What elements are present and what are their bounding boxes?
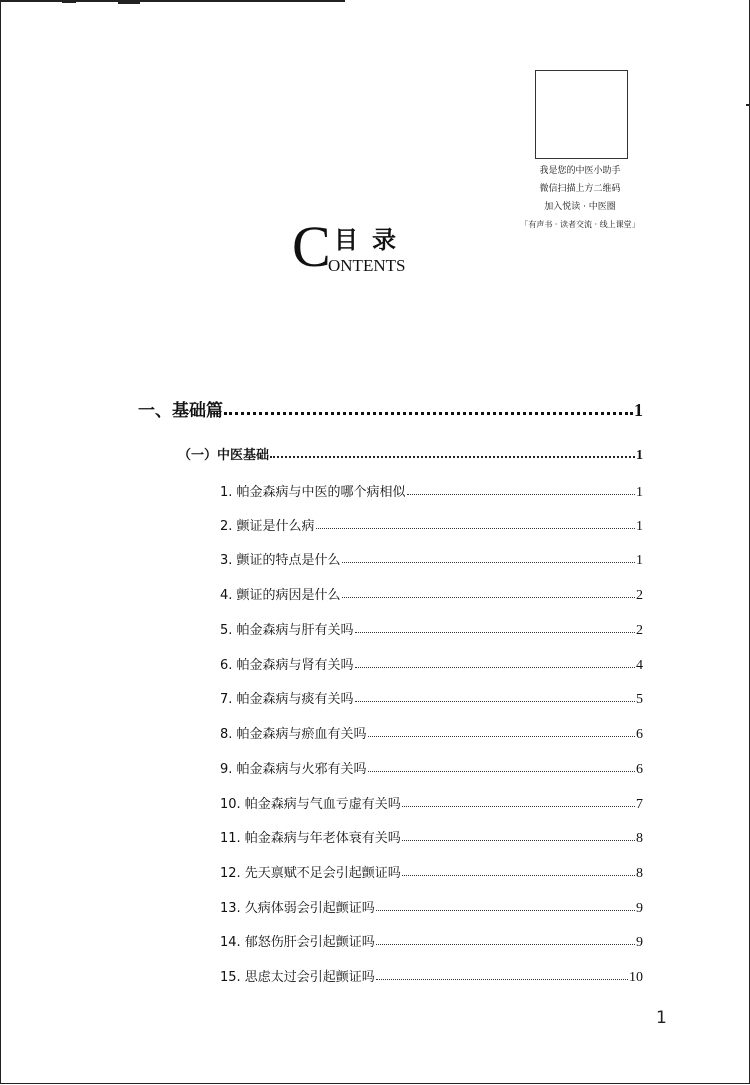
toc-entry-label: 7. 帕金森病与痰有关吗 <box>220 692 354 707</box>
toc-item[interactable] <box>220 897 643 917</box>
qr-caption-line: 加入悦读 · 中医圈 <box>544 202 616 212</box>
dot-leader <box>376 944 635 945</box>
toc-entry-label: 一、基础篇 <box>138 401 223 421</box>
contents-title <box>292 214 432 282</box>
qr-caption-line: 「有声书 · 读者交流 · 线上课堂」 <box>520 220 640 229</box>
toc-entry-page: 1 <box>636 519 643 534</box>
dot-leader <box>270 456 635 458</box>
toc-item[interactable] <box>220 827 643 847</box>
toc-item[interactable] <box>220 549 643 569</box>
toc-entry-label: 9. 帕金森病与火邪有关吗 <box>220 762 367 777</box>
toc-entry-page: 4 <box>636 658 643 673</box>
dot-leader <box>402 806 635 807</box>
dot-leader <box>355 632 635 633</box>
toc-entry-label: 5. 帕金森病与肝有关吗 <box>220 623 354 638</box>
dot-leader <box>316 528 635 529</box>
qr-code-frame <box>535 70 628 159</box>
toc-entry-label: 11. 帕金森病与年老体衰有关吗 <box>220 831 401 846</box>
toc-item[interactable] <box>220 688 643 708</box>
toc-entry-label: 14. 郁怒伤肝会引起颤证吗 <box>220 935 375 950</box>
title-english: ONTENTS <box>328 256 406 275</box>
toc-entry-page: 1 <box>636 448 643 463</box>
dot-leader <box>342 562 635 563</box>
toc-entry-label: （一）中医基础 <box>178 448 270 463</box>
top-rule-mark <box>118 0 140 4</box>
toc-entry-page: 1 <box>636 553 643 568</box>
margin-tick <box>746 104 750 106</box>
toc-entry-page: 6 <box>636 762 643 777</box>
toc-part-entry[interactable] <box>138 396 643 421</box>
toc-item[interactable] <box>220 862 643 882</box>
top-rule-mark <box>62 0 76 3</box>
toc-item[interactable] <box>220 481 643 501</box>
toc-entry-label: 13. 久病体弱会引起颤证吗 <box>220 901 375 916</box>
toc-item[interactable] <box>220 931 643 951</box>
toc-entry-label: 6. 帕金森病与肾有关吗 <box>220 658 354 673</box>
toc-entry-page: 9 <box>636 935 643 950</box>
dot-leader <box>368 736 635 737</box>
toc-entry-label: 4. 颤证的病因是什么 <box>220 588 341 603</box>
toc-entry-page: 2 <box>636 623 643 638</box>
toc-entry-page: 9 <box>636 901 643 916</box>
toc-entry-label: 1. 帕金森病与中医的哪个病相似 <box>220 485 406 500</box>
toc-item[interactable] <box>220 654 643 674</box>
toc-item[interactable] <box>220 966 643 986</box>
dot-leader <box>402 840 635 841</box>
toc-entry-page: 10 <box>629 970 643 985</box>
toc-entry-label: 3. 颤证的特点是什么 <box>220 553 341 568</box>
toc-entry-label: 10. 帕金森病与气血亏虚有关吗 <box>220 797 401 812</box>
qr-caption-line: 微信扫描上方二维码 <box>539 184 621 194</box>
top-rule <box>0 0 345 2</box>
dot-leader <box>376 910 635 911</box>
dot-leader <box>402 875 635 876</box>
dot-leader <box>355 667 635 668</box>
dot-leader <box>355 701 635 702</box>
toc-entry-page: 6 <box>636 727 643 742</box>
toc-entry-page: 7 <box>636 797 643 812</box>
toc-item[interactable] <box>220 515 643 535</box>
toc-item[interactable] <box>220 793 643 813</box>
page-number: 1 <box>656 1008 667 1028</box>
toc-entry-page: 2 <box>636 588 643 603</box>
qr-caption-line: 我是您的中医小助手 <box>539 166 621 176</box>
title-initial: C <box>292 214 331 279</box>
toc-entry-page: 1 <box>634 400 643 420</box>
toc-entry-label: 12. 先天禀赋不足会引起颤证吗 <box>220 866 401 881</box>
toc-entry-page: 8 <box>636 866 643 881</box>
dot-leader <box>407 494 635 495</box>
toc-item[interactable] <box>220 758 643 778</box>
toc-section-entry[interactable] <box>178 444 643 464</box>
title-chinese: 目录 <box>334 226 410 254</box>
toc-item[interactable] <box>220 584 643 604</box>
toc-entry-page: 1 <box>636 485 643 500</box>
toc-entry-label: 15. 思虑太过会引起颤证吗 <box>220 970 375 985</box>
dot-leader <box>224 412 633 415</box>
toc-entry-page: 5 <box>636 692 643 707</box>
qr-caption <box>505 162 655 234</box>
toc-entry-label: 8. 帕金森病与瘀血有关吗 <box>220 727 367 742</box>
dot-leader <box>376 979 628 980</box>
toc-item[interactable] <box>220 723 643 743</box>
toc-entry-page: 8 <box>636 831 643 846</box>
toc-entry-label: 2. 颤证是什么病 <box>220 519 315 534</box>
dot-leader <box>368 771 635 772</box>
toc-item[interactable] <box>220 619 643 639</box>
dot-leader <box>342 597 635 598</box>
